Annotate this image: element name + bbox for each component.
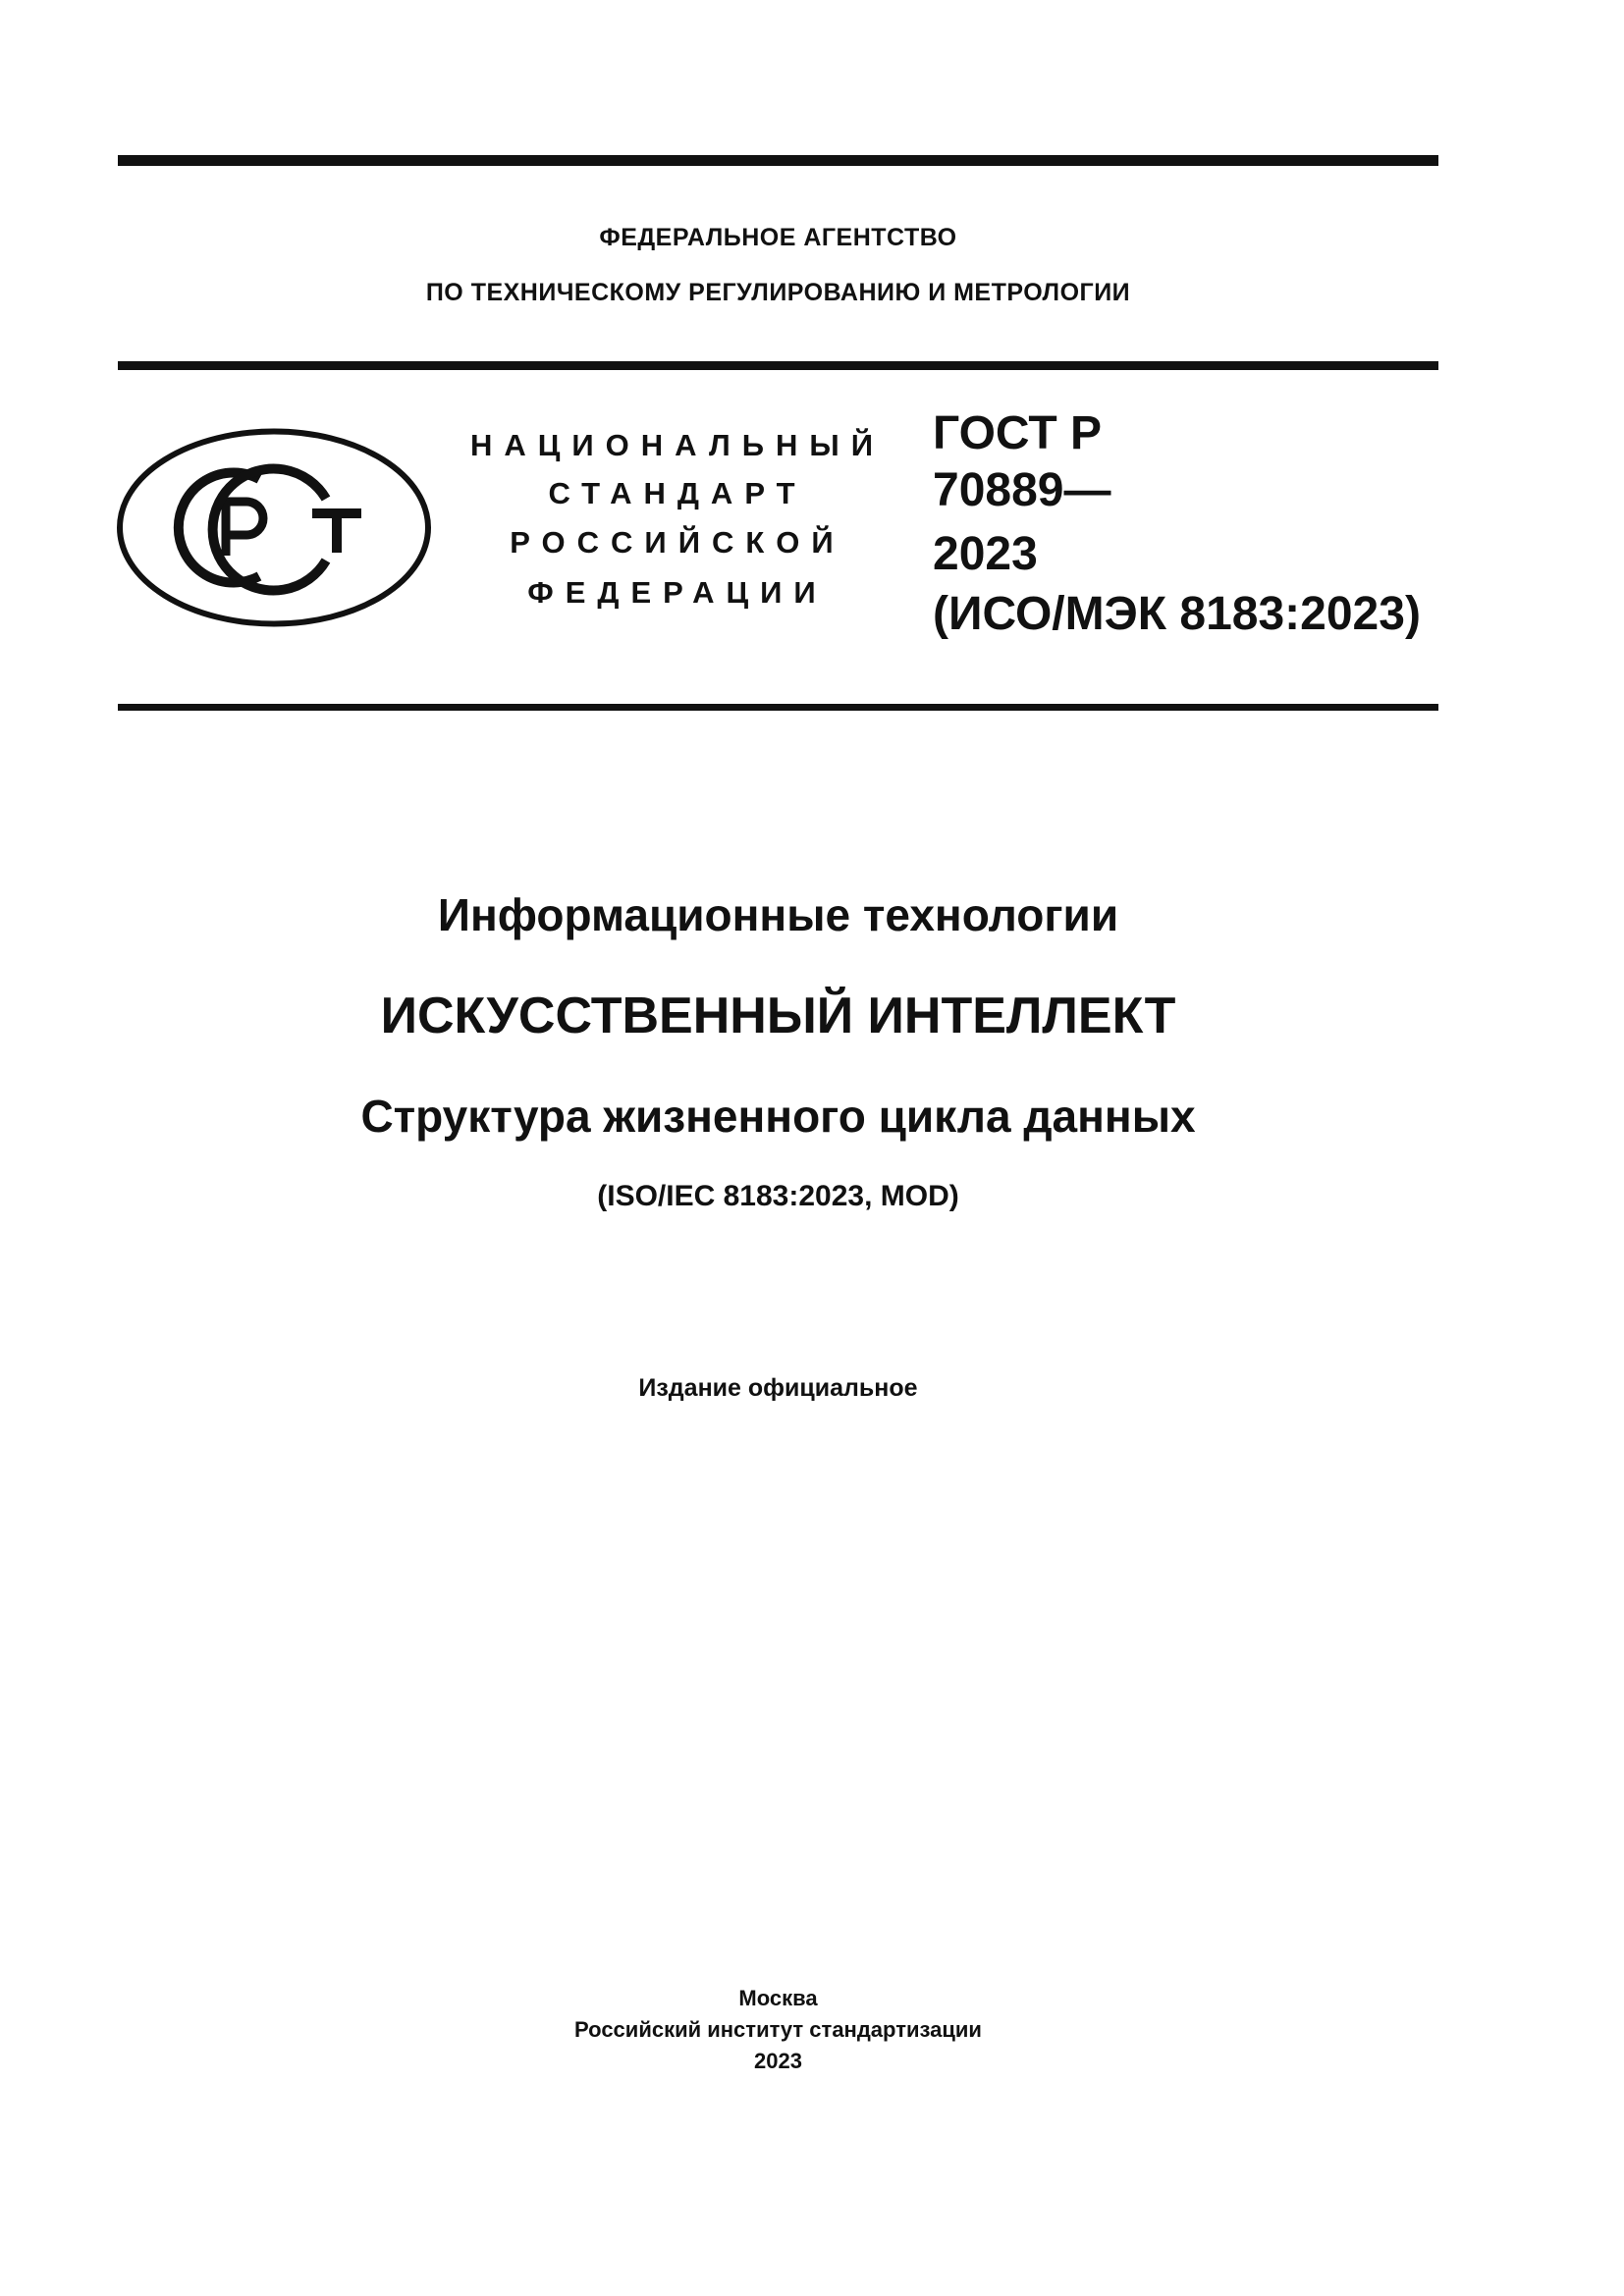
bottom-rule xyxy=(118,704,1438,711)
rst-certification-mark-icon xyxy=(116,428,432,627)
national-standard-line2: СТАНДАРТ xyxy=(548,476,807,510)
agency-name-line2: ПО ТЕХНИЧЕСКОМУ РЕГУЛИРОВАНИЮ И МЕТРОЛОГИИ xyxy=(425,279,1131,306)
edition-label: Издание официальное xyxy=(638,1374,918,1402)
footer-city: Москва xyxy=(738,1986,818,2010)
footer-organization: Российский институт стандартизации xyxy=(574,2017,982,2042)
standard-designation-line3: 2023 xyxy=(933,528,1038,580)
middle-rule xyxy=(118,361,1438,370)
top-rule xyxy=(118,155,1438,166)
document-title: ИСКУССТВЕННЫЙ ИНТЕЛЛЕКТ xyxy=(380,988,1176,1044)
iso-reference: (ISO/IEC 8183:2023, MOD) xyxy=(597,1180,959,1212)
national-standard-line4: ФЕДЕРАЦИИ xyxy=(527,575,828,610)
agency-name-line1: ФЕДЕРАЛЬНОЕ АГЕНТСТВО xyxy=(599,224,957,251)
national-standard-line3: РОССИЙСКОЙ xyxy=(510,525,845,560)
document-subject: Информационные технологии xyxy=(437,889,1119,940)
national-standard-line1: НАЦИОНАЛЬНЫЙ xyxy=(469,428,886,462)
footer-year: 2023 xyxy=(754,2049,802,2073)
document-subtitle: Структура жизненного цикла данных xyxy=(360,1091,1196,1142)
standard-designation-line1: ГОСТ Р xyxy=(933,407,1103,459)
standard-designation-line4: (ИСО/МЭК 8183:2023) xyxy=(933,588,1421,640)
standard-designation-line2: 70889— xyxy=(933,464,1111,516)
